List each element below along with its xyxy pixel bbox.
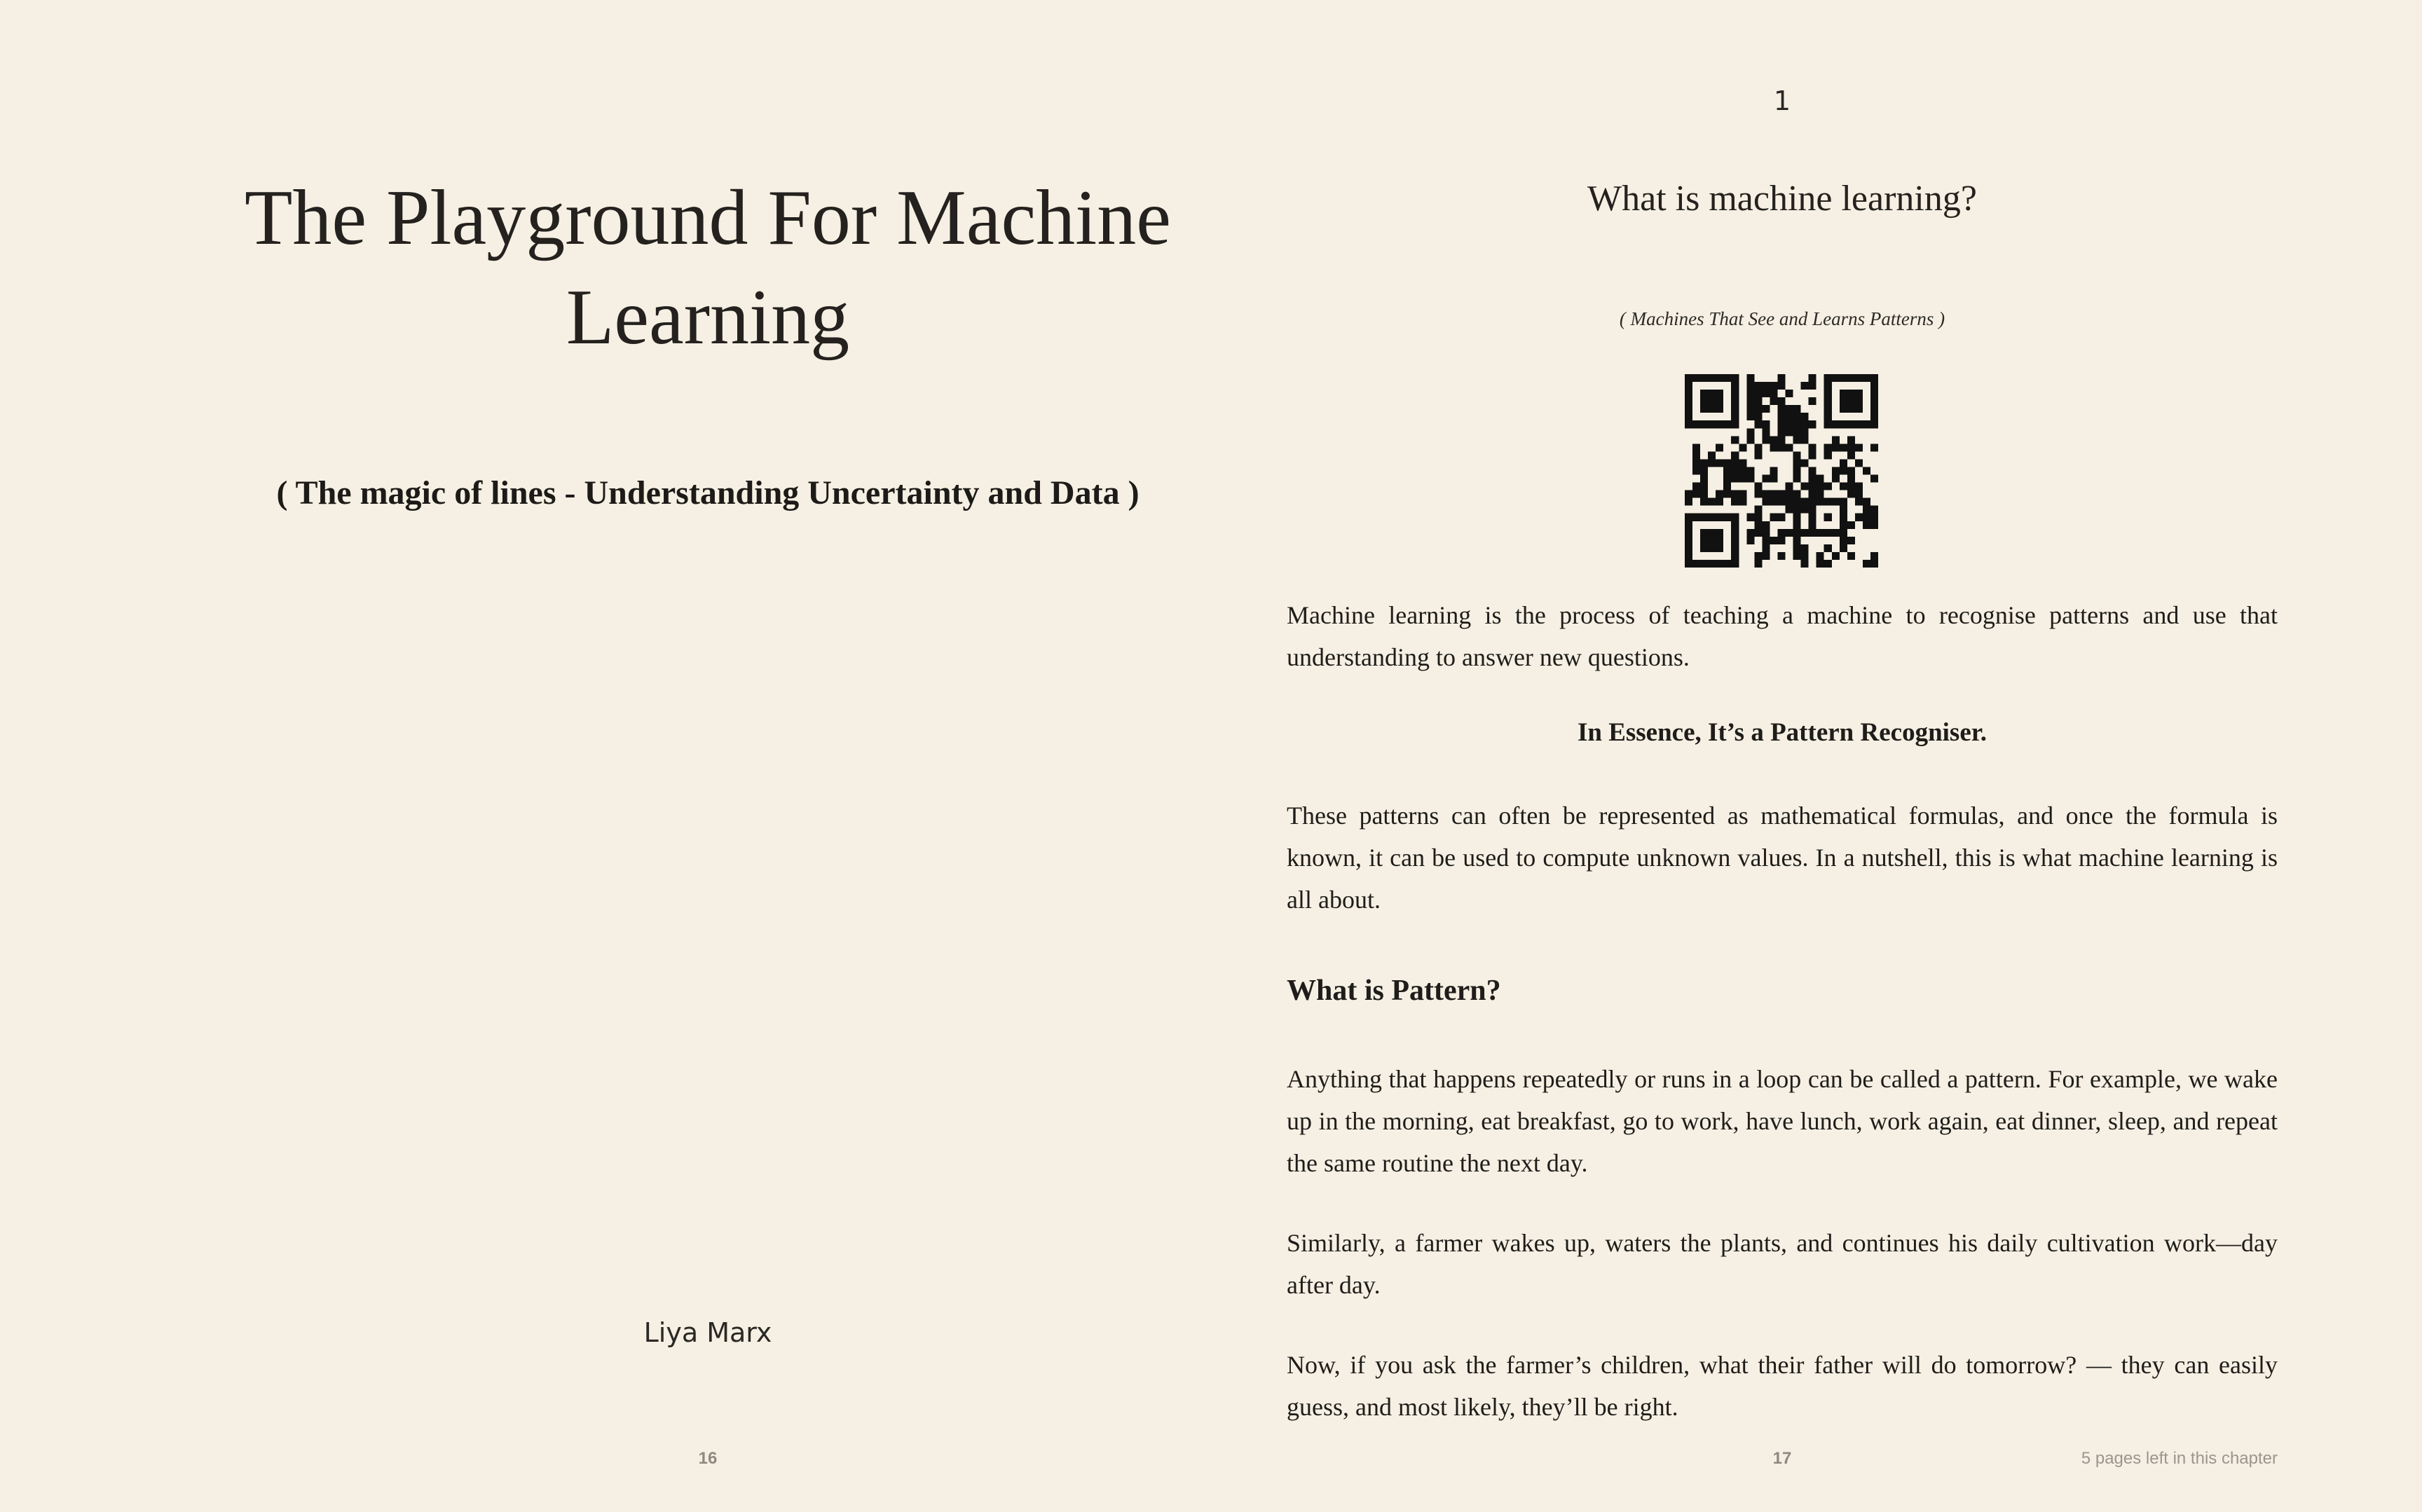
page-number-right: 17 xyxy=(1772,1449,1792,1468)
book-subtitle: ( The magic of lines - Understanding Uncertainty and Data ) xyxy=(276,474,1140,511)
chapter-number: 1 xyxy=(1773,85,1791,116)
section-heading: What is Pattern? xyxy=(1287,975,1501,1007)
paragraph: Now, if you ask the farmer’s children, what their father will do tomorrow? — they can easily guess, and most likely, they’ll be right. xyxy=(1287,1351,2278,1421)
qr-code-icon[interactable] xyxy=(1685,374,1878,568)
paragraph: Machine learning is the process of teaching a machine to recognise patterns and use that understanding to answer new questions. xyxy=(1287,601,2278,671)
right-page[interactable] xyxy=(1287,0,2278,1512)
paragraph: These patterns can often be represented as mathematical formulas, and once the formula is known, it can be used to compute unknown values. In a nutshell, this is what machine learning is all about. xyxy=(1287,802,2278,914)
paragraph: Anything that happens repeatedly or runs in a loop can be called a pattern. For example, we wake up in the morning, eat breakfast, go to work, have lunch, work again, eat dinner, sleep, and repeat the same routine the next day. xyxy=(1287,1065,2278,1177)
chapter-title: What is machine learning? xyxy=(1587,179,1977,219)
page-number-left: 16 xyxy=(698,1449,718,1468)
chapter-subtitle: ( Machines That See and Learns Patterns ) xyxy=(1619,308,1945,329)
paragraph: Similarly, a farmer wakes up, waters the plants, and continues his daily cultivation work—day after day. xyxy=(1287,1229,2278,1299)
book-title: The Playground For Machine Learning xyxy=(245,174,1171,361)
essence-heading: In Essence, It’s a Pattern Recogniser. xyxy=(1577,718,1987,747)
author-name: Liya Marx xyxy=(643,1317,772,1348)
pages-left-in-chapter: 5 pages left in this chapter xyxy=(2081,1449,2278,1468)
left-page[interactable] xyxy=(217,0,1198,1512)
